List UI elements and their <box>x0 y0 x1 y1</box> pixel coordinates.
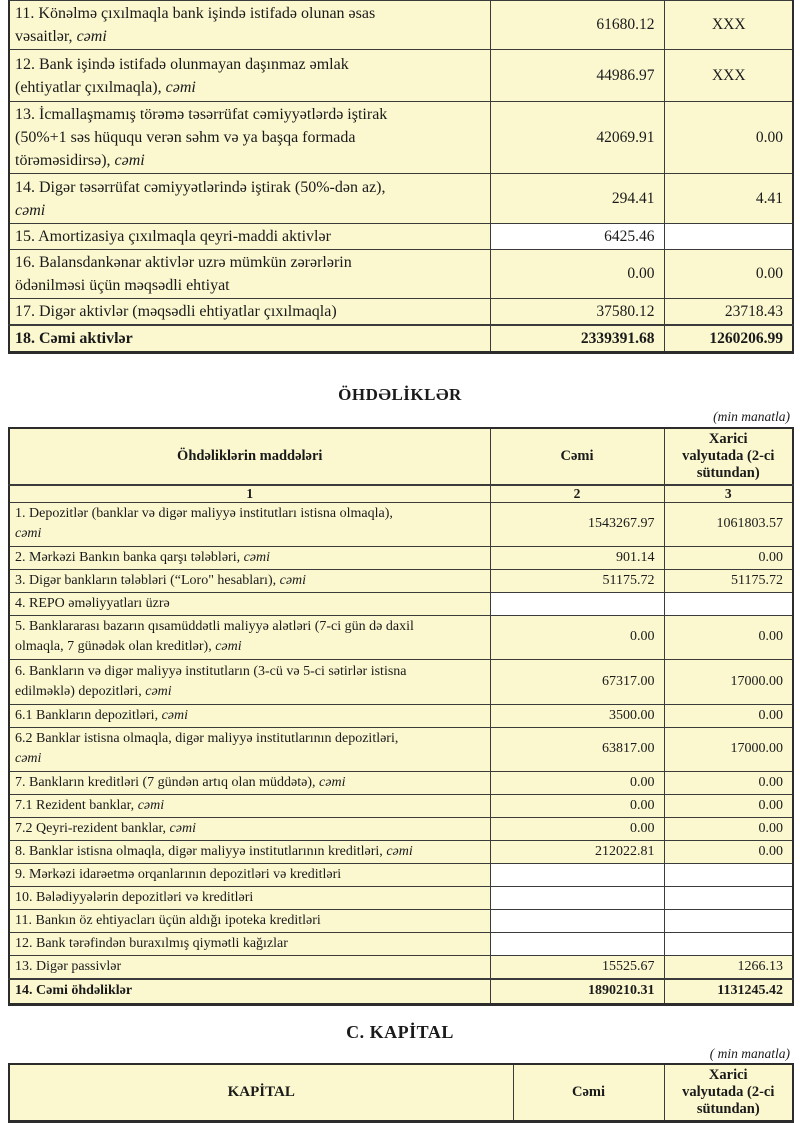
value-total: 51175.72 <box>490 569 664 592</box>
row-label: 5. Banklararası bazarın qısamüddətli maliyyə alətləri (7-ci gün də daxil olmaqla, 7 günədək olan kreditlər), cəmi <box>9 615 490 659</box>
assets-row-16 <box>9 250 793 299</box>
column-header-foreign-currency: Xarici valyutada (2-ci sütundan) <box>664 428 793 485</box>
row-label: 6. Bankların və digər maliyyə institutların (3-cü və 5-ci sətirlər istisna edilməklə) depozitləri, cəmi <box>9 659 490 704</box>
column-header-foreign-currency: Xarici valyutada (2-ci sütundan) <box>664 1064 793 1122</box>
row-label: 12. Bank tərəfindən buraxılmış qiymətli kağızlar <box>9 932 490 955</box>
liabilities-row-10 <box>9 886 793 909</box>
liabilities-row-14-total <box>9 979 793 1005</box>
column-number-row <box>9 485 793 502</box>
value-foreign-currency: 0.00 <box>664 546 793 569</box>
assets-row-17 <box>9 299 793 326</box>
value-foreign-currency: 23718.43 <box>664 299 793 326</box>
value-total: 294.41 <box>490 174 664 224</box>
liabilities-section-title: ÖHDƏLİKLƏR <box>338 385 462 404</box>
value-foreign-currency: 0.00 <box>664 771 793 794</box>
liabilities-row-13 <box>9 955 793 979</box>
value-foreign-currency: 1260206.99 <box>664 325 793 353</box>
liabilities-row-6 <box>9 659 793 704</box>
value-foreign-currency <box>664 592 793 615</box>
row-label: 12. Bank işində istifadə olunmayan daşınmaz əmlak (ehtiyatlar çıxılmaqla), cəmi <box>9 50 490 102</box>
row-label: 11. Könəlmə çıxılmaqla bank işində istifadə olunan əsas vəsaitlər, cəmi <box>9 1 490 50</box>
value-total: 901.14 <box>490 546 664 569</box>
row-label: 13. Digər passivlər <box>9 955 490 979</box>
value-total: 1543267.97 <box>490 502 664 546</box>
value-total <box>490 909 664 932</box>
value-total: 2339391.68 <box>490 325 664 353</box>
capital-header-row <box>9 1064 793 1122</box>
row-label: 11. Bankın öz ehtiyacları üçün aldığı ipoteka kreditləri <box>9 909 490 932</box>
row-label: 9. Mərkəzi idarəetmə orqanlarının depozitləri və kreditləri <box>9 863 490 886</box>
unit-note-capital: ( min manatla) <box>709 1046 790 1061</box>
value-total <box>490 886 664 909</box>
row-label: 15. Amortizasiya çıxılmaqla qeyri-maddi aktivlər <box>9 224 490 250</box>
liabilities-header-row <box>9 428 793 485</box>
value-foreign-currency <box>664 909 793 932</box>
value-foreign-currency: 0.00 <box>664 704 793 727</box>
capital-section-title: C. KAPİTAL <box>346 1022 454 1042</box>
liabilities-row-6-2 <box>9 727 793 771</box>
row-label: 7. Bankların kreditləri (7 gündən artıq olan müddətə), cəmi <box>9 771 490 794</box>
assets-row-12 <box>9 50 793 102</box>
row-label: 7.2 Qeyri-rezident banklar, cəmi <box>9 817 490 840</box>
value-foreign-currency: 4.41 <box>664 174 793 224</box>
value-foreign-currency <box>664 863 793 886</box>
liabilities-row-6-1 <box>9 704 793 727</box>
liabilities-row-9 <box>9 863 793 886</box>
value-foreign-currency: 0.00 <box>664 615 793 659</box>
row-label: 18. Cəmi aktivlər <box>9 325 490 353</box>
value-total: 0.00 <box>490 615 664 659</box>
value-total: 0.00 <box>490 250 664 299</box>
assets-row-14 <box>9 174 793 224</box>
column-number: 1 <box>9 485 490 502</box>
value-foreign-currency: 51175.72 <box>664 569 793 592</box>
value-foreign-currency: 17000.00 <box>664 727 793 771</box>
column-header-total: Cəmi <box>490 428 664 485</box>
value-foreign-currency: 0.00 <box>664 794 793 817</box>
liabilities-row-3 <box>9 569 793 592</box>
value-foreign-currency <box>664 886 793 909</box>
row-label: 16. Balansdankənar aktivlər uzrə mümkün zərərlərin ödənilməsi üçün məqsədli ehtiyat <box>9 250 490 299</box>
liabilities-row-11 <box>9 909 793 932</box>
row-label: 8. Banklar istisna olmaqla, digər maliyyə institutlarının kreditləri, cəmi <box>9 840 490 863</box>
value-total <box>490 932 664 955</box>
capital-table <box>8 1063 794 1123</box>
value-total: 44986.97 <box>490 50 664 102</box>
liabilities-row-12 <box>9 932 793 955</box>
value-foreign-currency: XXX <box>664 1 793 50</box>
row-label: 14. Digər təsərrüfat cəmiyyətlərində iştirak (50%-dən az), cəmi <box>9 174 490 224</box>
column-number: 2 <box>490 485 664 502</box>
value-total: 37580.12 <box>490 299 664 326</box>
value-foreign-currency: 0.00 <box>664 250 793 299</box>
row-label: 6.2 Banklar istisna olmaqla, digər maliyyə institutlarının depozitləri, cəmi <box>9 727 490 771</box>
value-total: 212022.81 <box>490 840 664 863</box>
liabilities-row-1 <box>9 502 793 546</box>
value-foreign-currency <box>664 932 793 955</box>
value-total: 0.00 <box>490 794 664 817</box>
assets-row-13 <box>9 102 793 174</box>
row-label: 2. Mərkəzi Bankın banka qarşı tələbləri, cəmi <box>9 546 490 569</box>
value-total: 6425.46 <box>490 224 664 250</box>
row-label: 3. Digər bankların tələbləri (“Loro" hesabları), cəmi <box>9 569 490 592</box>
assets-row-11 <box>9 1 793 50</box>
row-label: 14. Cəmi öhdəliklər <box>9 979 490 1005</box>
value-foreign-currency: 1131245.42 <box>664 979 793 1005</box>
value-total: 1890210.31 <box>490 979 664 1005</box>
value-total <box>490 592 664 615</box>
liabilities-row-7-1 <box>9 794 793 817</box>
assets-row-15 <box>9 224 793 250</box>
liabilities-row-7 <box>9 771 793 794</box>
value-total: 67317.00 <box>490 659 664 704</box>
column-header-capital: KAPİTAL <box>9 1064 513 1122</box>
liabilities-row-7-2 <box>9 817 793 840</box>
liabilities-table <box>8 427 794 1006</box>
value-foreign-currency <box>664 224 793 250</box>
row-label: 4. REPO əməliyyatları üzrə <box>9 592 490 615</box>
value-foreign-currency: 17000.00 <box>664 659 793 704</box>
column-number: 3 <box>664 485 793 502</box>
assets-row-18-total <box>9 325 793 353</box>
unit-note-liabilities: (min manatla) <box>713 409 790 424</box>
value-total: 63817.00 <box>490 727 664 771</box>
row-label: 1. Depozitlər (banklar və digər maliyyə institutları istisna olmaqla), cəmi <box>9 502 490 546</box>
liabilities-row-8 <box>9 840 793 863</box>
value-total: 3500.00 <box>490 704 664 727</box>
row-label: 6.1 Bankların depozitləri, cəmi <box>9 704 490 727</box>
liabilities-row-4 <box>9 592 793 615</box>
row-label: 17. Digər aktivlər (məqsədli ehtiyatlar çıxılmaqla) <box>9 299 490 326</box>
liabilities-row-5 <box>9 615 793 659</box>
value-foreign-currency: 0.00 <box>664 102 793 174</box>
value-foreign-currency: 0.00 <box>664 817 793 840</box>
row-label: 13. İcmallaşmamış törəmə təsərrüfat cəmiyyətlərdə iştirak (50%+1 səs hüququ verən səhm və ya başqa formada törəməsidirsə), cəmi <box>9 102 490 174</box>
value-total: 15525.67 <box>490 955 664 979</box>
value-total: 61680.12 <box>490 1 664 50</box>
value-foreign-currency: 1061803.57 <box>664 502 793 546</box>
value-total: 42069.91 <box>490 102 664 174</box>
value-foreign-currency: 0.00 <box>664 840 793 863</box>
value-total <box>490 863 664 886</box>
value-foreign-currency: 1266.13 <box>664 955 793 979</box>
column-header-total: Cəmi <box>513 1064 664 1122</box>
column-header-items: Öhdəliklərin maddələri <box>9 428 490 485</box>
row-label: 7.1 Rezident banklar, cəmi <box>9 794 490 817</box>
assets-table <box>8 0 794 354</box>
liabilities-row-2 <box>9 546 793 569</box>
value-foreign-currency: XXX <box>664 50 793 102</box>
row-label: 10. Bələdiyyələrin depozitləri və kreditləri <box>9 886 490 909</box>
value-total: 0.00 <box>490 771 664 794</box>
value-total: 0.00 <box>490 817 664 840</box>
